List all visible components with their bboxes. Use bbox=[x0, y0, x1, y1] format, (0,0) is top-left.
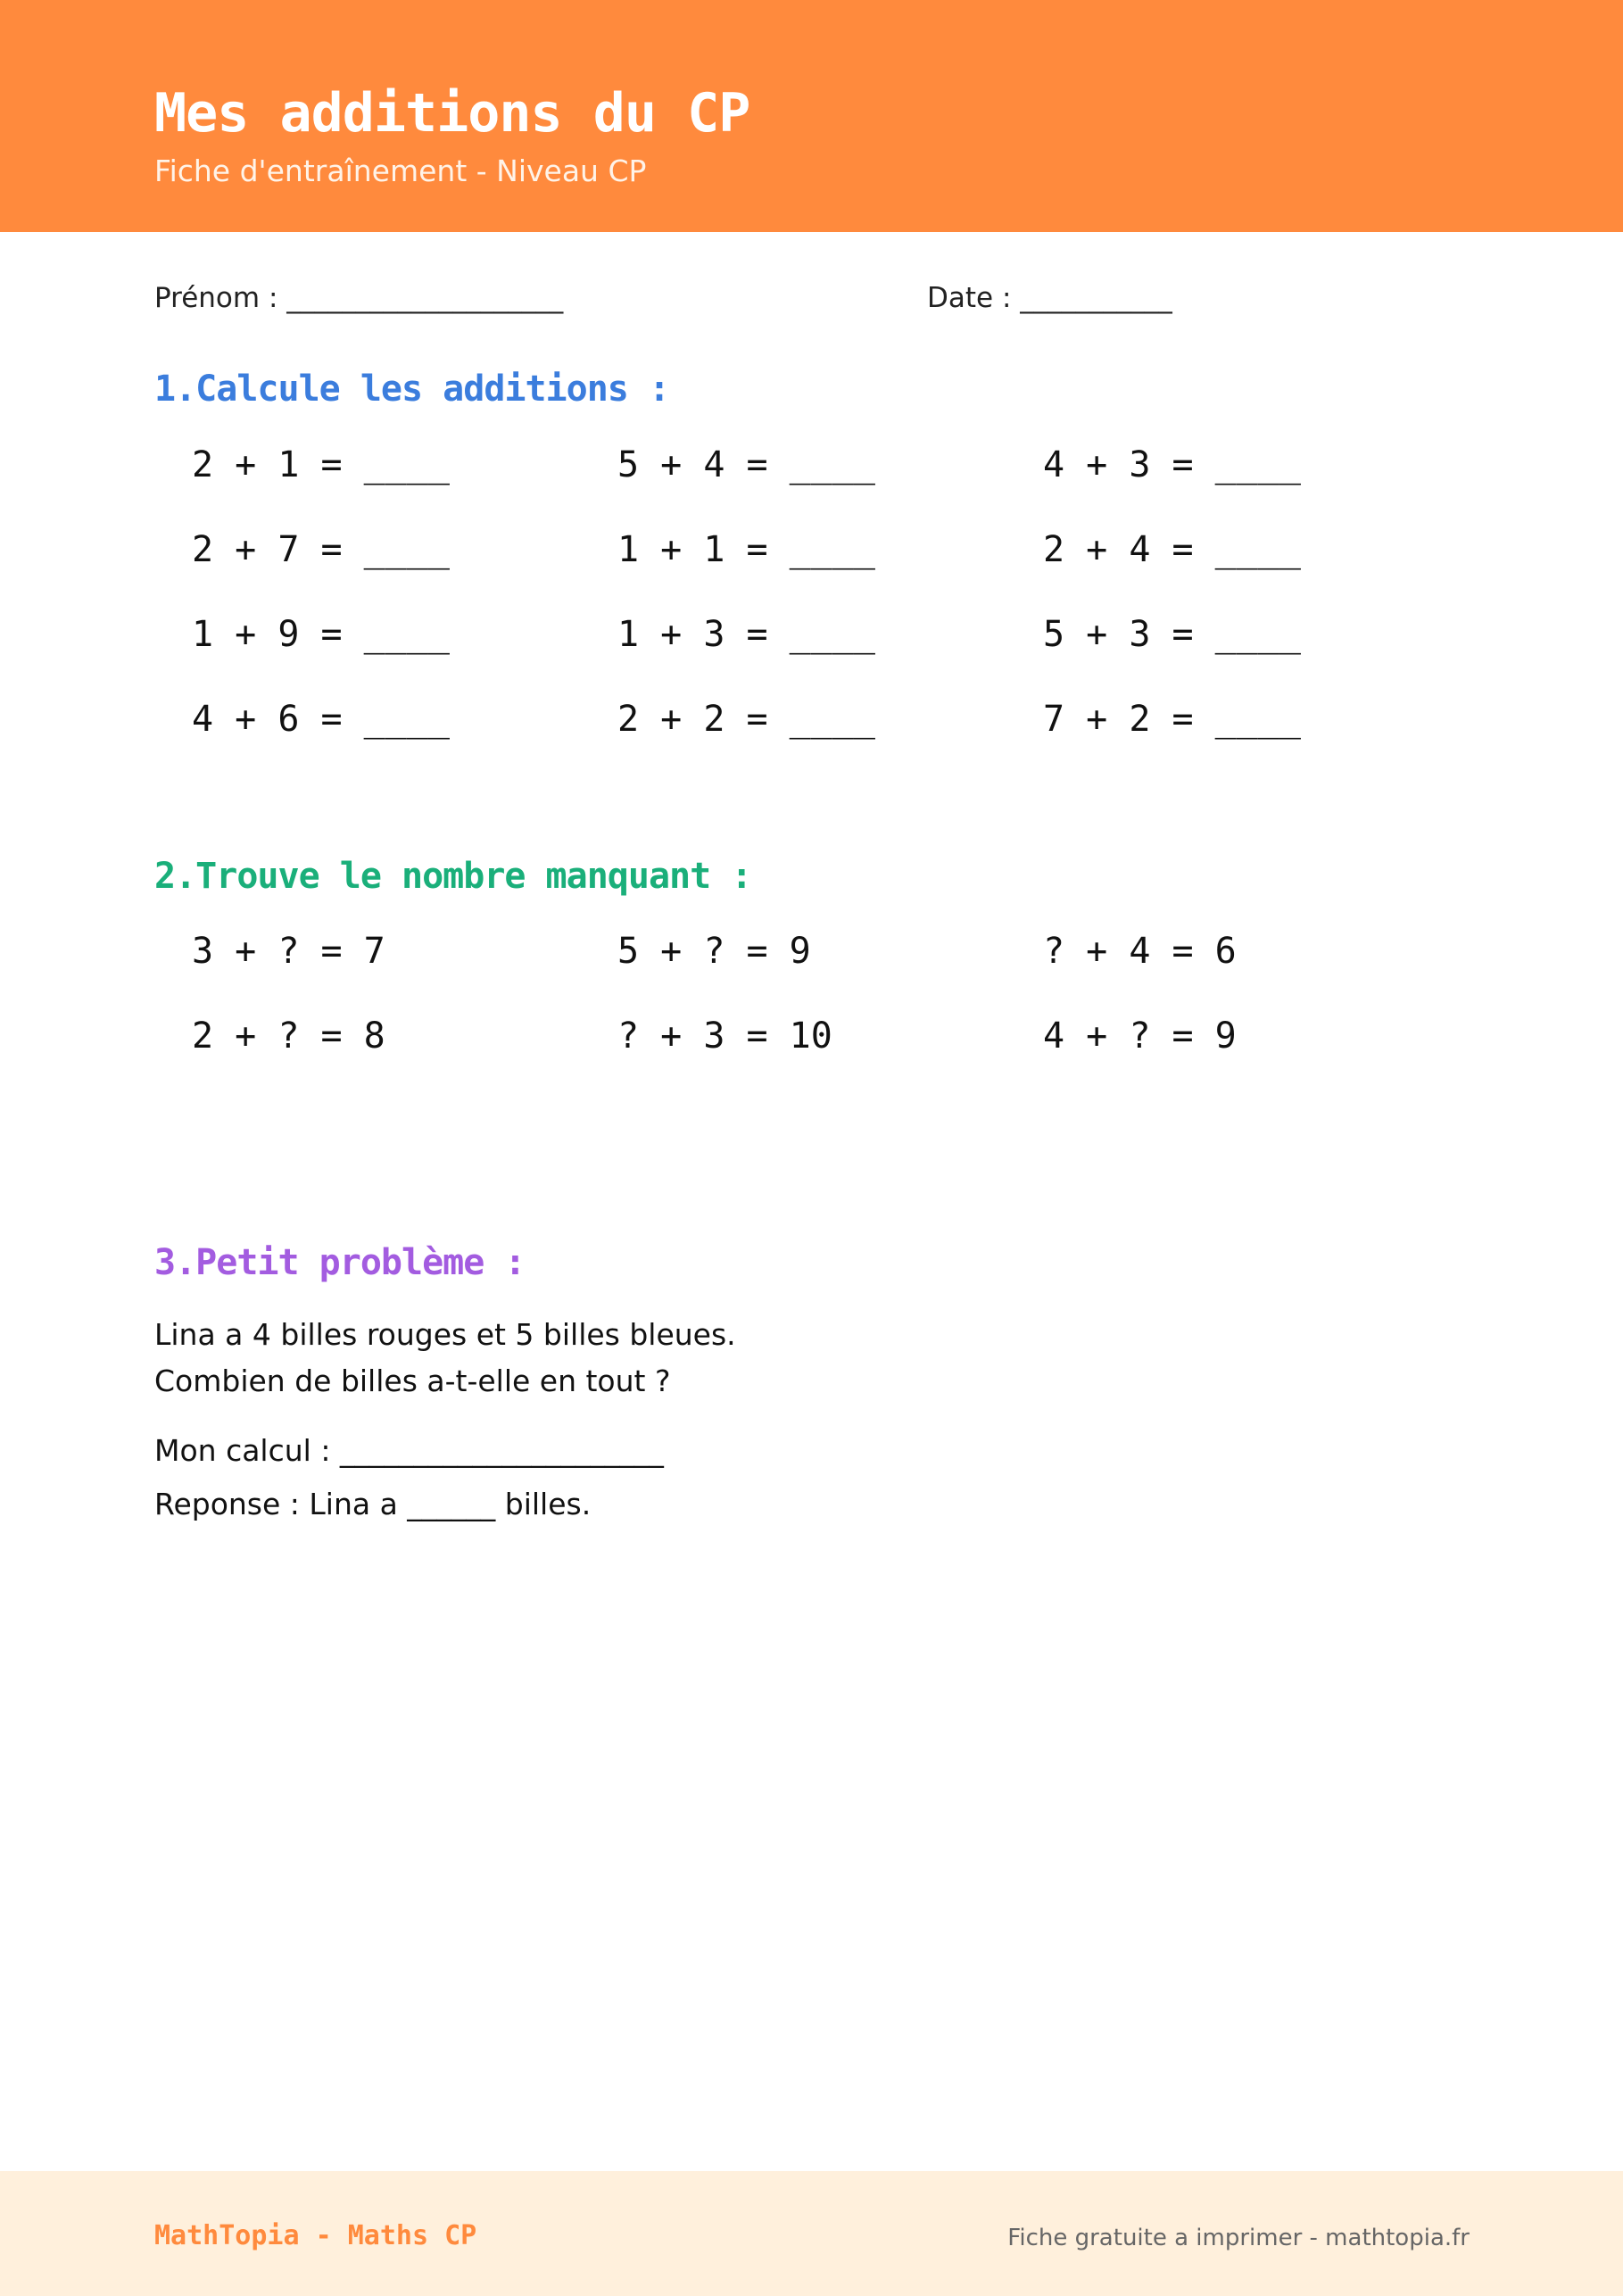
addition-exercise: 1 + 3 = ____ bbox=[617, 614, 875, 655]
missing-number-exercise: 2 + ? = 8 bbox=[192, 1015, 385, 1057]
addition-exercise: 2 + 1 = ____ bbox=[192, 444, 450, 485]
footer-note: Fiche gratuite a imprimer - mathtopia.fr bbox=[1007, 2225, 1470, 2251]
page-subtitle: Fiche d'entraînement - Niveau CP bbox=[154, 153, 647, 188]
page-footer bbox=[0, 2171, 1623, 2296]
addition-exercise: 1 + 9 = ____ bbox=[192, 614, 450, 655]
missing-number-exercise: 5 + ? = 9 bbox=[617, 931, 811, 972]
page-header bbox=[0, 0, 1623, 232]
addition-exercise: 4 + 6 = ____ bbox=[192, 699, 450, 740]
addition-exercise: 5 + 3 = ____ bbox=[1043, 614, 1301, 655]
footer-brand: MathTopia - Maths CP bbox=[154, 2220, 477, 2251]
addition-exercise: 7 + 2 = ____ bbox=[1043, 699, 1301, 740]
missing-number-exercise: 3 + ? = 7 bbox=[192, 931, 385, 972]
reponse-line: Reponse : Lina a ______ billes. bbox=[154, 1487, 592, 1521]
missing-number-exercise: 4 + ? = 9 bbox=[1043, 1015, 1237, 1057]
calcul-line: Mon calcul : ______________________ bbox=[154, 1433, 664, 1468]
prenom-field: Prénom : ____________________ bbox=[154, 282, 564, 314]
addition-exercise: 5 + 4 = ____ bbox=[617, 444, 875, 485]
missing-number-exercise: ? + 4 = 6 bbox=[1043, 931, 1237, 972]
addition-exercise: 2 + 4 = ____ bbox=[1043, 529, 1301, 570]
problem-question-line: Combien de billes a-t-elle en tout ? bbox=[154, 1364, 671, 1398]
section-2-title: 2.Trouve le nombre manquant : bbox=[154, 856, 752, 897]
missing-number-exercise: ? + 3 = 10 bbox=[617, 1015, 832, 1057]
addition-exercise: 2 + 7 = ____ bbox=[192, 529, 450, 570]
addition-exercise: 2 + 2 = ____ bbox=[617, 699, 875, 740]
date-field: Date : ___________ bbox=[927, 282, 1172, 314]
addition-exercise: 4 + 3 = ____ bbox=[1043, 444, 1301, 485]
problem-statement-line: Lina a 4 billes rouges et 5 billes bleues. bbox=[154, 1317, 736, 1352]
section-3-title: 3.Petit problème : bbox=[154, 1242, 526, 1283]
section-1-title: 1.Calcule les additions : bbox=[154, 369, 670, 410]
page-title: Mes additions du CP bbox=[154, 82, 750, 145]
addition-exercise: 1 + 1 = ____ bbox=[617, 529, 875, 570]
